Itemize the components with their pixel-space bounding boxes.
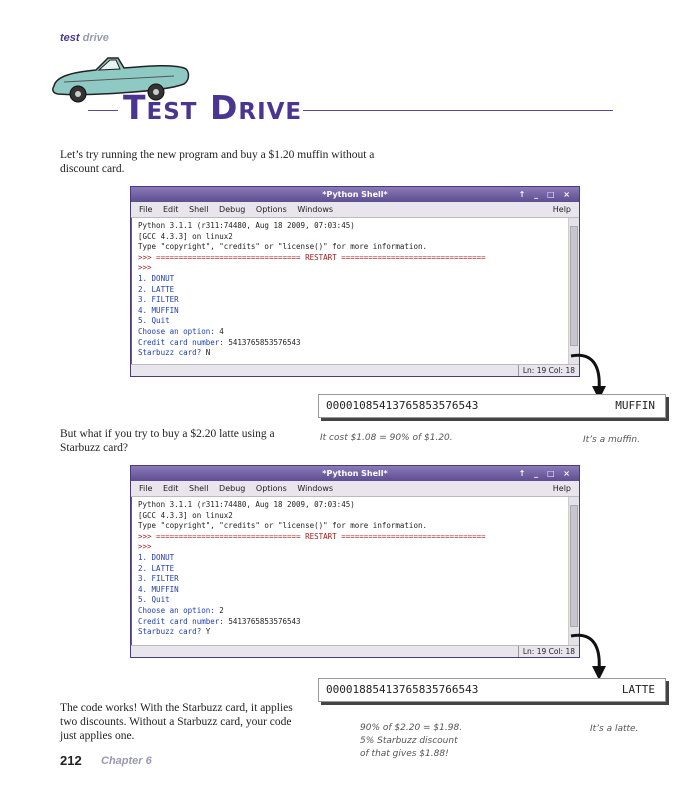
conclusion-text: The code works! With the Starbuzz card, it applies two discounts. Without a Starbuzz card, your code just applies one. — [60, 702, 293, 742]
receipt-number: 00001085413765853576543 — [326, 399, 479, 412]
receipt-number: 00001885413765835766543 — [326, 683, 479, 696]
scrollbar[interactable] — [568, 497, 579, 645]
menu-help[interactable]: Help — [552, 484, 571, 493]
menu-bar — [131, 202, 579, 218]
choose-label: Choose an option: — [138, 326, 220, 336]
menu-edit[interactable]: Edit — [162, 205, 179, 214]
page-title: Test Drive — [123, 88, 303, 127]
scrollbar-thumb[interactable] — [570, 226, 578, 346]
window-titlebar[interactable] — [131, 466, 579, 481]
note-calc-line: of that gives $1.88! — [360, 749, 449, 759]
card-value: 5413765853576543 — [228, 616, 301, 626]
note-cost: It cost $1.08 = 90% of $1.20. — [320, 433, 453, 443]
menu-edit[interactable]: Edit — [162, 484, 179, 493]
console-line: Type "copyright", "credits" or "license()" for more information. — [138, 242, 427, 252]
scrollbar-thumb[interactable] — [570, 505, 578, 627]
console-restart-line: >>> ================================ RESTART ================================ — [138, 252, 486, 262]
title-rule-left — [88, 110, 118, 111]
menu-option: 2. LATTE — [138, 284, 175, 294]
card-value: 5413765853576543 — [228, 337, 301, 347]
menu-debug[interactable]: Debug — [219, 205, 246, 214]
note-latte: It’s a latte. — [590, 724, 639, 734]
starbuzz-label: Starbuzz card? — [138, 348, 206, 358]
shell-console[interactable] — [132, 218, 579, 364]
menu-option: 1. DONUT — [138, 273, 175, 283]
window-titlebar[interactable] — [131, 187, 579, 202]
starbuzz-label: Starbuzz card? — [138, 627, 206, 637]
menu-shell[interactable]: Shell — [188, 205, 209, 214]
menu-shell[interactable]: Shell — [188, 484, 209, 493]
card-label: Credit card number: — [138, 616, 229, 626]
console-line: [GCC 4.3.3] on linux2 — [138, 510, 233, 520]
menu-option: 3. FILTER — [138, 574, 179, 584]
page-number: 212 — [60, 753, 82, 768]
cursor-position: Ln: 19 Col: 18 — [518, 365, 575, 376]
note-calc-line: 5% Starbuzz discount — [360, 736, 458, 746]
receipt-2 — [318, 678, 666, 702]
status-bar — [131, 645, 579, 657]
python-shell-window-2 — [130, 465, 580, 658]
second-text: But what if you try to buy a $2.20 latte using a Starbuzz card? — [60, 428, 275, 454]
intro-text: Let’s try running the new program and buy a $1.20 muffin without a discount card. — [60, 149, 375, 175]
note-muffin: It’s a muffin. — [583, 435, 641, 445]
window-controls[interactable]: ↑ _ □ × — [518, 190, 573, 199]
console-restart-line: >>> ================================ RESTART ================================ — [138, 531, 486, 541]
python-shell-window-1 — [130, 186, 580, 377]
shell-console[interactable] — [132, 497, 579, 645]
choice-value: 2 — [219, 605, 224, 615]
console-prompt: >>> — [138, 263, 152, 273]
scrollbar[interactable] — [568, 218, 579, 364]
menu-option: 4. MUFFIN — [138, 584, 179, 594]
window-controls[interactable]: ↑ _ □ × — [518, 469, 573, 478]
receipt-1 — [318, 394, 666, 418]
menu-windows[interactable]: Windows — [297, 205, 334, 214]
choose-label: Choose an option: — [138, 605, 220, 615]
menu-file[interactable]: File — [139, 205, 153, 214]
menu-option: 1. DONUT — [138, 552, 175, 562]
menu-help[interactable]: Help — [552, 205, 571, 214]
console-line: Python 3.1.1 (r311:74480, Aug 18 2009, 07:03:45) — [138, 500, 355, 509]
menu-option: 5. Quit — [138, 316, 170, 326]
cursor-position: Ln: 19 Col: 18 — [518, 646, 575, 657]
menu-option: 2. LATTE — [138, 563, 175, 573]
note-calculation — [360, 722, 462, 761]
menu-option: 4. MUFFIN — [138, 305, 179, 315]
menu-debug[interactable]: Debug — [219, 484, 246, 493]
choice-value: 4 — [219, 326, 224, 336]
section-label-test: test — [60, 32, 80, 44]
starbuzz-value: N — [205, 348, 211, 358]
menu-file[interactable]: File — [139, 484, 153, 493]
status-bar — [131, 364, 579, 376]
console-line: Type "copyright", "credits" or "license()" for more information. — [138, 521, 427, 531]
arrow-icon — [565, 630, 615, 685]
card-label: Credit card number: — [138, 337, 229, 347]
receipt-item: LATTE — [621, 683, 655, 696]
receipt-item: MUFFIN — [615, 399, 655, 412]
console-line: [GCC 4.3.3] on linux2 — [138, 231, 233, 241]
console-prompt: >>> — [138, 542, 152, 552]
menu-options[interactable]: Options — [255, 205, 287, 214]
menu-options[interactable]: Options — [255, 484, 287, 493]
menu-bar — [131, 481, 579, 497]
note-calc-line: 90% of $2.20 = $1.98. — [360, 723, 463, 733]
console-line: Python 3.1.1 (r311:74480, Aug 18 2009, 07:03:45) — [138, 221, 355, 230]
menu-option: 5. Quit — [138, 595, 170, 605]
section-label-drive: drive — [82, 32, 109, 44]
starbuzz-value: Y — [205, 627, 211, 637]
title-rule-right — [303, 110, 613, 111]
section-header — [60, 32, 109, 44]
window-title: *Python Shell* — [322, 469, 388, 478]
chapter-label: Chapter 6 — [101, 755, 152, 767]
menu-windows[interactable]: Windows — [297, 484, 334, 493]
window-title: *Python Shell* — [322, 190, 388, 199]
menu-option: 3. FILTER — [138, 295, 179, 305]
